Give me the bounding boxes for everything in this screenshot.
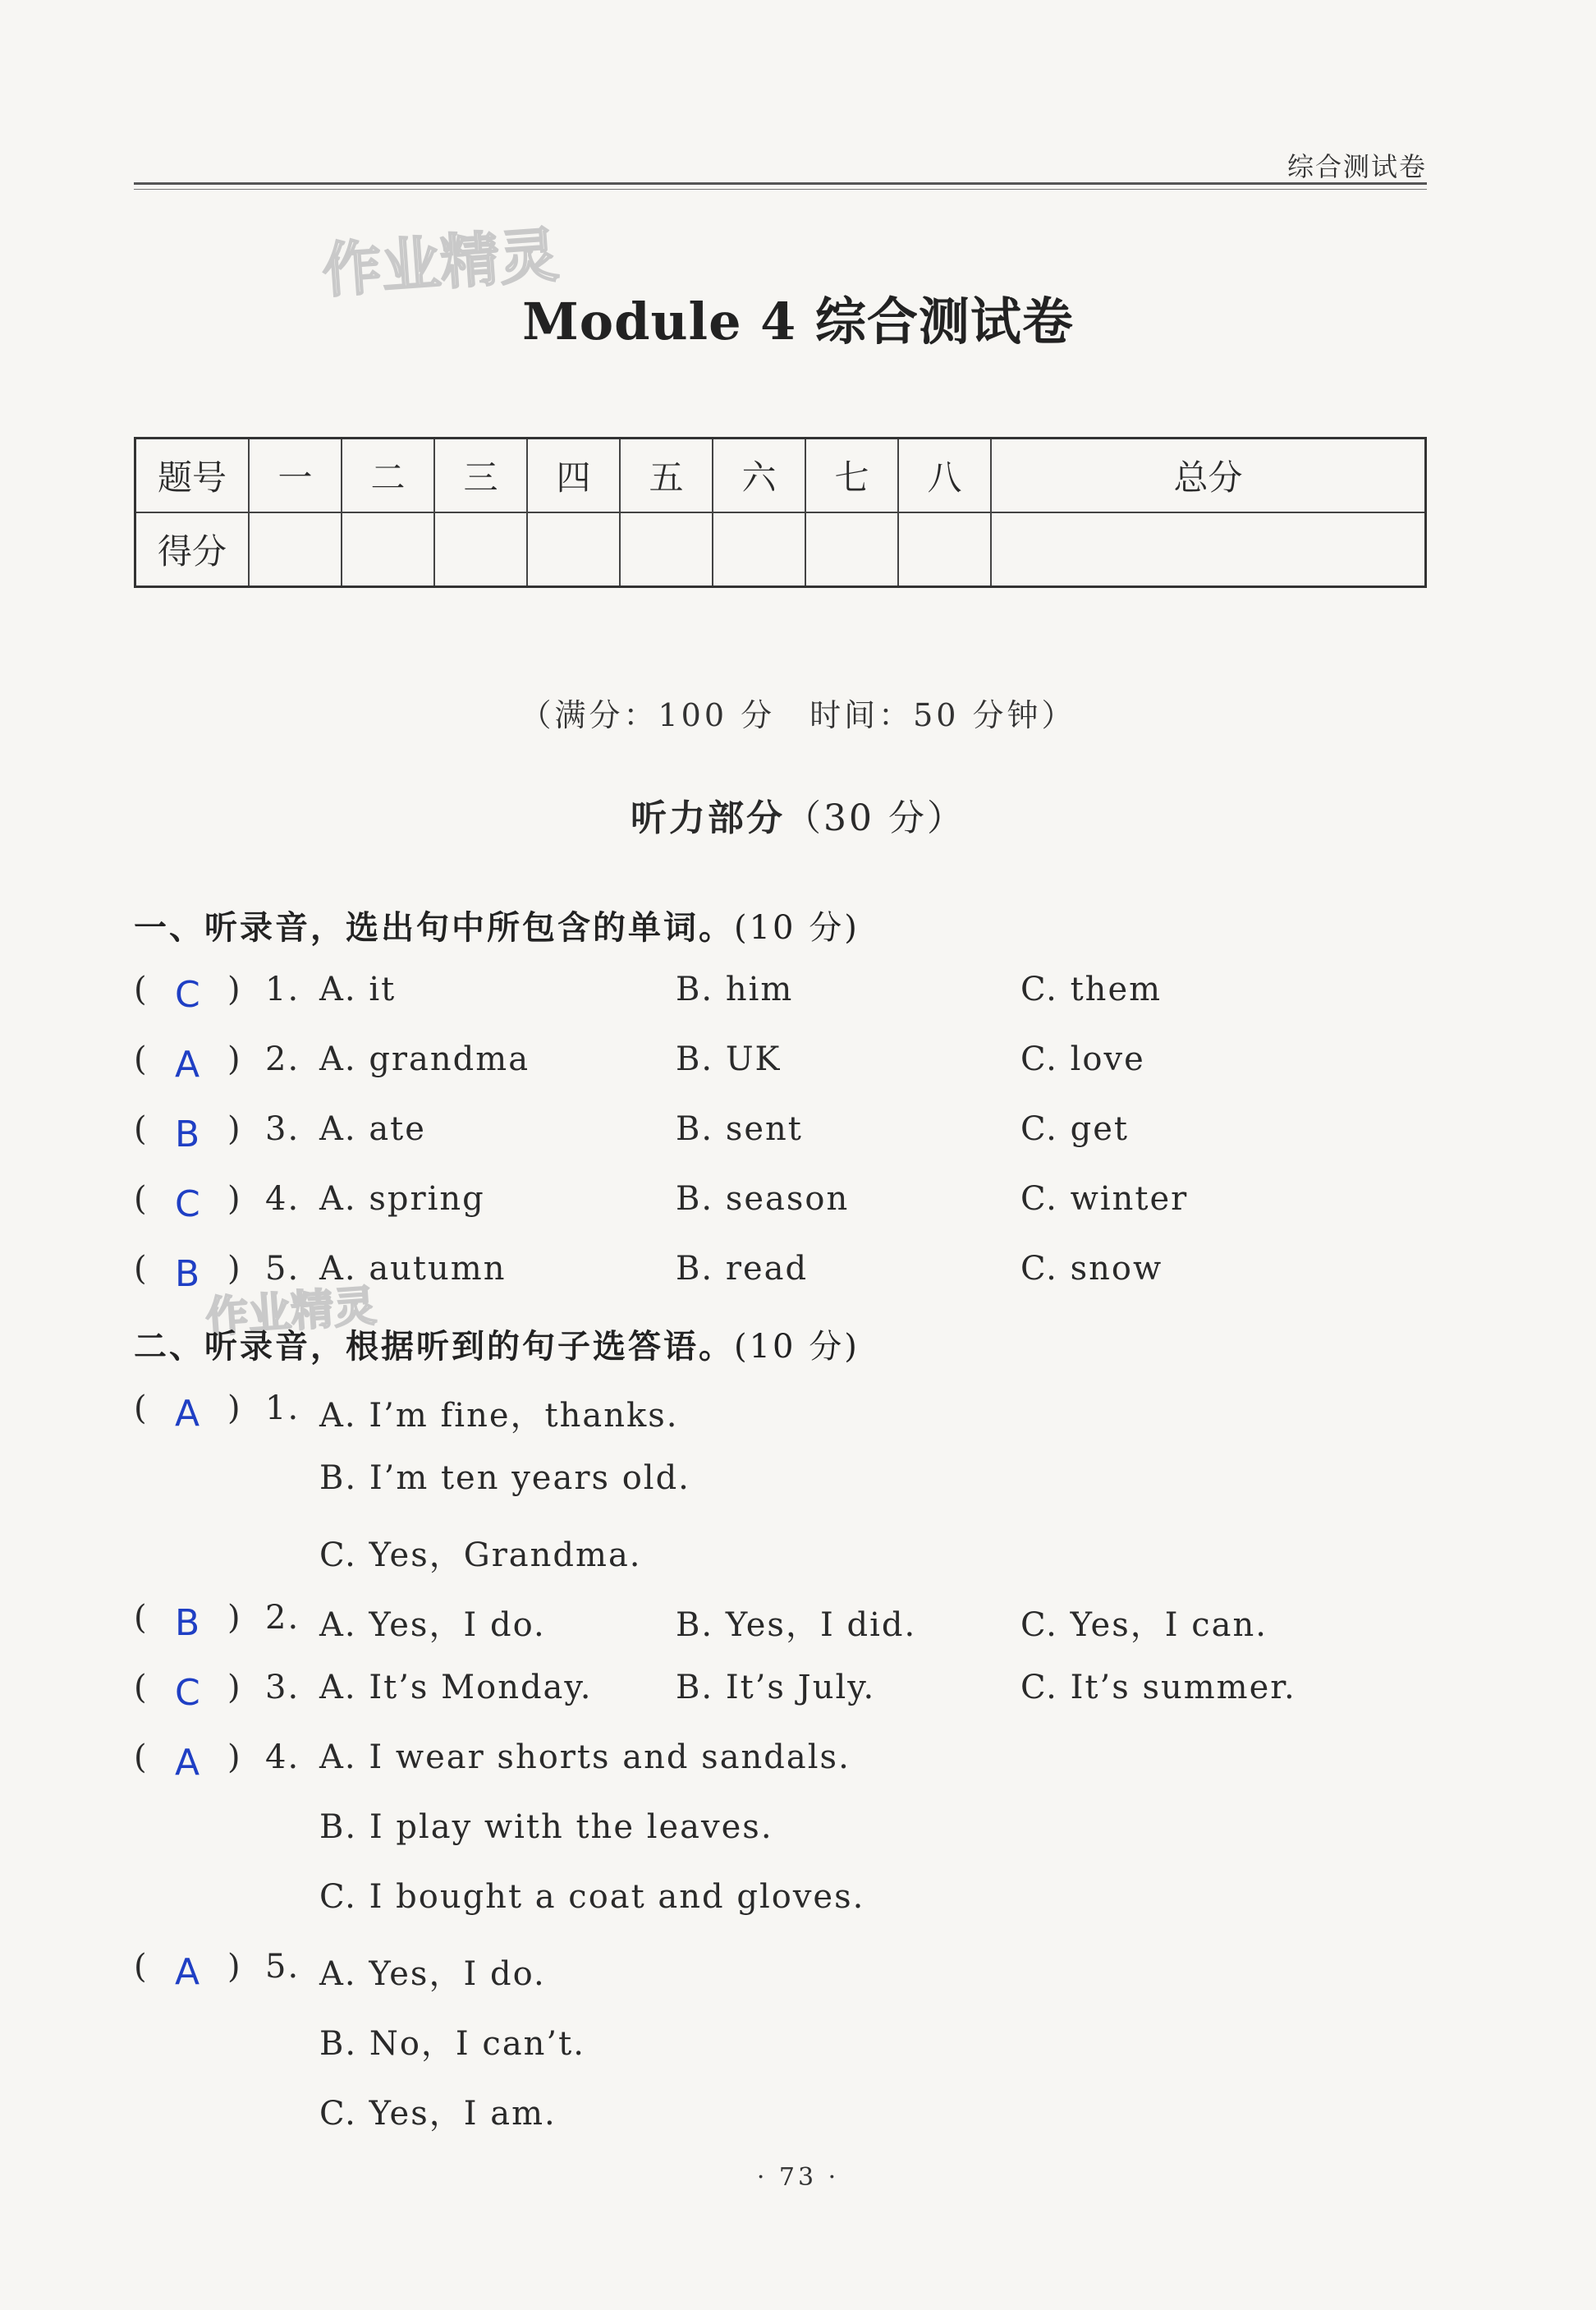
score-cell-header: 二	[342, 439, 434, 513]
answer-mark: A	[175, 1951, 202, 1993]
option-a: A. It’s Monday.	[319, 1669, 593, 1706]
score-cell-label: 得分	[135, 512, 250, 587]
question-number: 1.	[265, 971, 300, 1008]
option-a: A. spring	[319, 1180, 485, 1218]
answer-mark: C	[175, 1183, 202, 1225]
paren: (	[134, 1250, 149, 1288]
question-number: 3.	[265, 1669, 300, 1706]
option-c: C. love	[1020, 1040, 1145, 1078]
option-b: B. read	[676, 1250, 809, 1288]
option-a: A. Yes，I do.	[319, 1606, 546, 1644]
option-b: B. season	[676, 1180, 850, 1218]
answer-mark: B	[175, 1602, 202, 1644]
page-title: Module 4 综合测试卷	[522, 292, 1074, 351]
paren: (	[134, 1948, 149, 1986]
question-number: 5.	[265, 1948, 300, 1986]
part2-points: (10 分)	[734, 1328, 860, 1366]
question-number: 2.	[265, 1599, 300, 1637]
score-cell-header: 四	[527, 439, 620, 513]
score-cell-blank	[527, 512, 620, 587]
score-cell-blank	[620, 512, 713, 587]
section-points: （30 分）	[785, 797, 965, 839]
option-c: C. snow	[1020, 1250, 1163, 1288]
score-cell-header: 六	[713, 439, 805, 513]
score-cell-blank	[342, 512, 434, 587]
answer-mark: C	[175, 1672, 202, 1714]
paren: (	[134, 1669, 149, 1706]
header-rule	[134, 182, 1427, 185]
paren: )	[227, 1040, 242, 1078]
paren: )	[227, 1180, 242, 1218]
option-a: A. Yes，I do.	[319, 1955, 546, 1993]
score-cell-blank	[805, 512, 898, 587]
option-a: A. it	[319, 971, 397, 1008]
answer-mark: A	[175, 1044, 202, 1086]
section-title	[0, 788, 1596, 841]
question-number: 4.	[265, 1738, 300, 1776]
question-number: 2.	[265, 1040, 300, 1078]
score-cell-total-header: 总分	[991, 439, 1426, 513]
score-cell-header: 一	[249, 439, 342, 513]
part2-heading-text: 二、听录音，根据听到的句子选答语。	[134, 1328, 734, 1366]
score-cell-blank	[898, 512, 991, 587]
option-a: A. grandma	[319, 1040, 530, 1078]
score-cell-blank	[434, 512, 527, 587]
paren: (	[134, 1738, 149, 1776]
paren: )	[227, 1250, 242, 1288]
option-c: C. Yes，I am.	[319, 2095, 557, 2133]
score-cell-header: 七	[805, 439, 898, 513]
option-b: B. No，I can’t.	[319, 2025, 585, 2063]
question-number: 4.	[265, 1180, 300, 1218]
page-number: · 73 ·	[756, 2163, 840, 2192]
option-c: C. It’s summer.	[1020, 1669, 1296, 1706]
answer-mark: C	[175, 974, 202, 1016]
part1-heading	[134, 902, 860, 948]
paren: (	[134, 1389, 149, 1427]
paren: )	[227, 1669, 242, 1706]
paren: )	[227, 1599, 242, 1637]
answer-mark: B	[175, 1253, 202, 1295]
option-b: B. I play with the leaves.	[319, 1808, 773, 1846]
option-c: C. winter	[1020, 1180, 1189, 1218]
paren: (	[134, 1180, 149, 1218]
watermark: 作业精灵	[319, 220, 562, 305]
score-cell-label: 题号	[135, 439, 250, 513]
option-b: B. It’s July.	[676, 1669, 876, 1706]
score-cell-blank	[249, 512, 342, 587]
paren: (	[134, 1599, 149, 1637]
score-cell-header: 八	[898, 439, 991, 513]
score-cell-blank	[713, 512, 805, 587]
answer-mark: A	[175, 1393, 202, 1435]
option-b: B. I’m ten years old.	[319, 1459, 690, 1497]
option-c: C. Yes，I can.	[1020, 1606, 1268, 1644]
option-c: C. them	[1020, 971, 1163, 1008]
paren: )	[227, 1110, 242, 1148]
part1-points: (10 分)	[734, 909, 860, 947]
option-c: C. get	[1020, 1110, 1129, 1148]
option-b: B. Yes，I did.	[676, 1606, 917, 1644]
answer-mark: B	[175, 1114, 202, 1155]
score-cell-blank	[991, 512, 1426, 587]
paren: )	[227, 971, 242, 1008]
option-b: B. sent	[676, 1110, 803, 1148]
score-table	[134, 437, 1427, 588]
paren: )	[227, 1948, 242, 1986]
option-b: B. UK	[676, 1040, 782, 1078]
part2-heading	[134, 1320, 860, 1367]
answer-mark: A	[175, 1742, 202, 1784]
score-cell-header: 五	[620, 439, 713, 513]
question-number: 1.	[265, 1389, 300, 1427]
header-rule-thin	[134, 189, 1427, 190]
option-a: A. ate	[319, 1110, 426, 1148]
score-cell-header: 三	[434, 439, 527, 513]
option-a: A. I wear shorts and sandals.	[319, 1738, 851, 1776]
option-c: C. Yes，Grandma.	[319, 1536, 642, 1574]
score-table-header-row	[135, 439, 1426, 513]
paren: (	[134, 971, 149, 1008]
paren: (	[134, 1040, 149, 1078]
question-number: 3.	[265, 1110, 300, 1148]
watermark: 作业精灵	[204, 1281, 378, 1343]
running-header: 综合测试卷	[1286, 151, 1427, 182]
option-a: A. autumn	[319, 1250, 507, 1288]
section-name: 听力部分	[631, 797, 785, 839]
option-c: C. I bought a coat and gloves.	[319, 1878, 865, 1916]
paren: )	[227, 1389, 242, 1427]
option-b: B. him	[676, 971, 794, 1008]
exam-note: （满分：100 分 时间：50 分钟）	[520, 697, 1076, 733]
part1-heading-text: 一、听录音，选出句中所包含的单词。	[134, 909, 734, 947]
question-number: 5.	[265, 1250, 300, 1288]
option-a: A. I’m fine，thanks.	[319, 1397, 679, 1435]
paren: )	[227, 1738, 242, 1776]
paren: (	[134, 1110, 149, 1148]
score-table-score-row	[135, 512, 1426, 587]
